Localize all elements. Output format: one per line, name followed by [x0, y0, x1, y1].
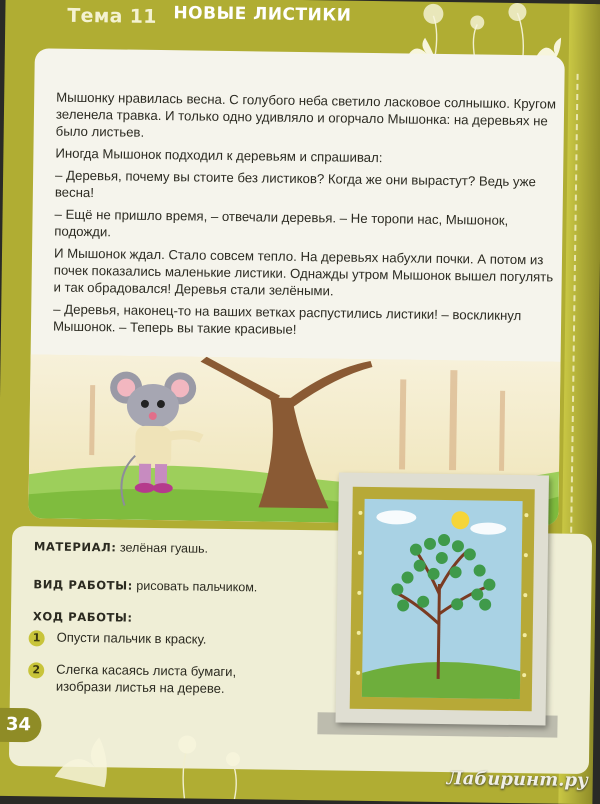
story-paragraph: Мышонку нравилась весна. С голубого неба светило ласковое солнышко. Кругом зеленела травка. И только одно удивляло и огорчало Мышонка: на деревьях не было листьев.: [55, 89, 557, 140]
topic-number: Тема 11: [67, 4, 157, 28]
step-number-1: 1: [29, 630, 45, 646]
step-number-2: 2: [28, 662, 44, 678]
process-label: ХОД РАБОТЫ:: [32, 609, 133, 625]
step-text-1: Опусти пальчик в краску.: [56, 629, 207, 647]
material-row: [34, 539, 208, 555]
story-paragraph: – Деревья, наконец-то на ваших ветках распустились листики! – воскликнул Мышонок. – Теперь вы такие красивые!: [52, 301, 522, 337]
page-number: 34: [0, 708, 42, 743]
dandelion-footer-icon: [54, 717, 315, 801]
story-paragraph: – Ещё не пришло время, – отвечали деревья. – Не торопи нас, Мышонок, подожди.: [54, 206, 509, 240]
step-text-2: Слегка касаясь листа бумаги, изобрази листья на дереве.: [55, 661, 237, 696]
story-paragraph: И Мышонок ждал. Стало совсем тепло. На деревьях набухли почки. А потом из почек показались маленькие листики. Однажды утром Мышонок вышел погулять и так обрадовался! Деревья стали зелёными.: [53, 245, 554, 299]
work-type-label: ВИД РАБОТЫ:: [33, 577, 133, 593]
story-text: [53, 89, 566, 347]
material-value: зелёная гуашь.: [119, 540, 209, 556]
dandelion-decoration-icon: [405, 1, 566, 59]
material-label: МАТЕРИАЛ:: [33, 539, 117, 555]
watermark-text: Лабиринт.ру: [446, 768, 589, 792]
story-paragraph: Иногда Мышонок подходил к деревьям и спрашивал:: [55, 145, 383, 166]
page-title: НОВЫЕ ЛИСТИКИ: [173, 3, 352, 26]
painting-frame: [336, 473, 549, 726]
work-type-value: рисовать пальчиком.: [136, 578, 258, 595]
story-paragraph: – Деревья, почему вы стоите без листиков? Когда же они вырастут? Ведь уже весна!: [54, 167, 536, 201]
